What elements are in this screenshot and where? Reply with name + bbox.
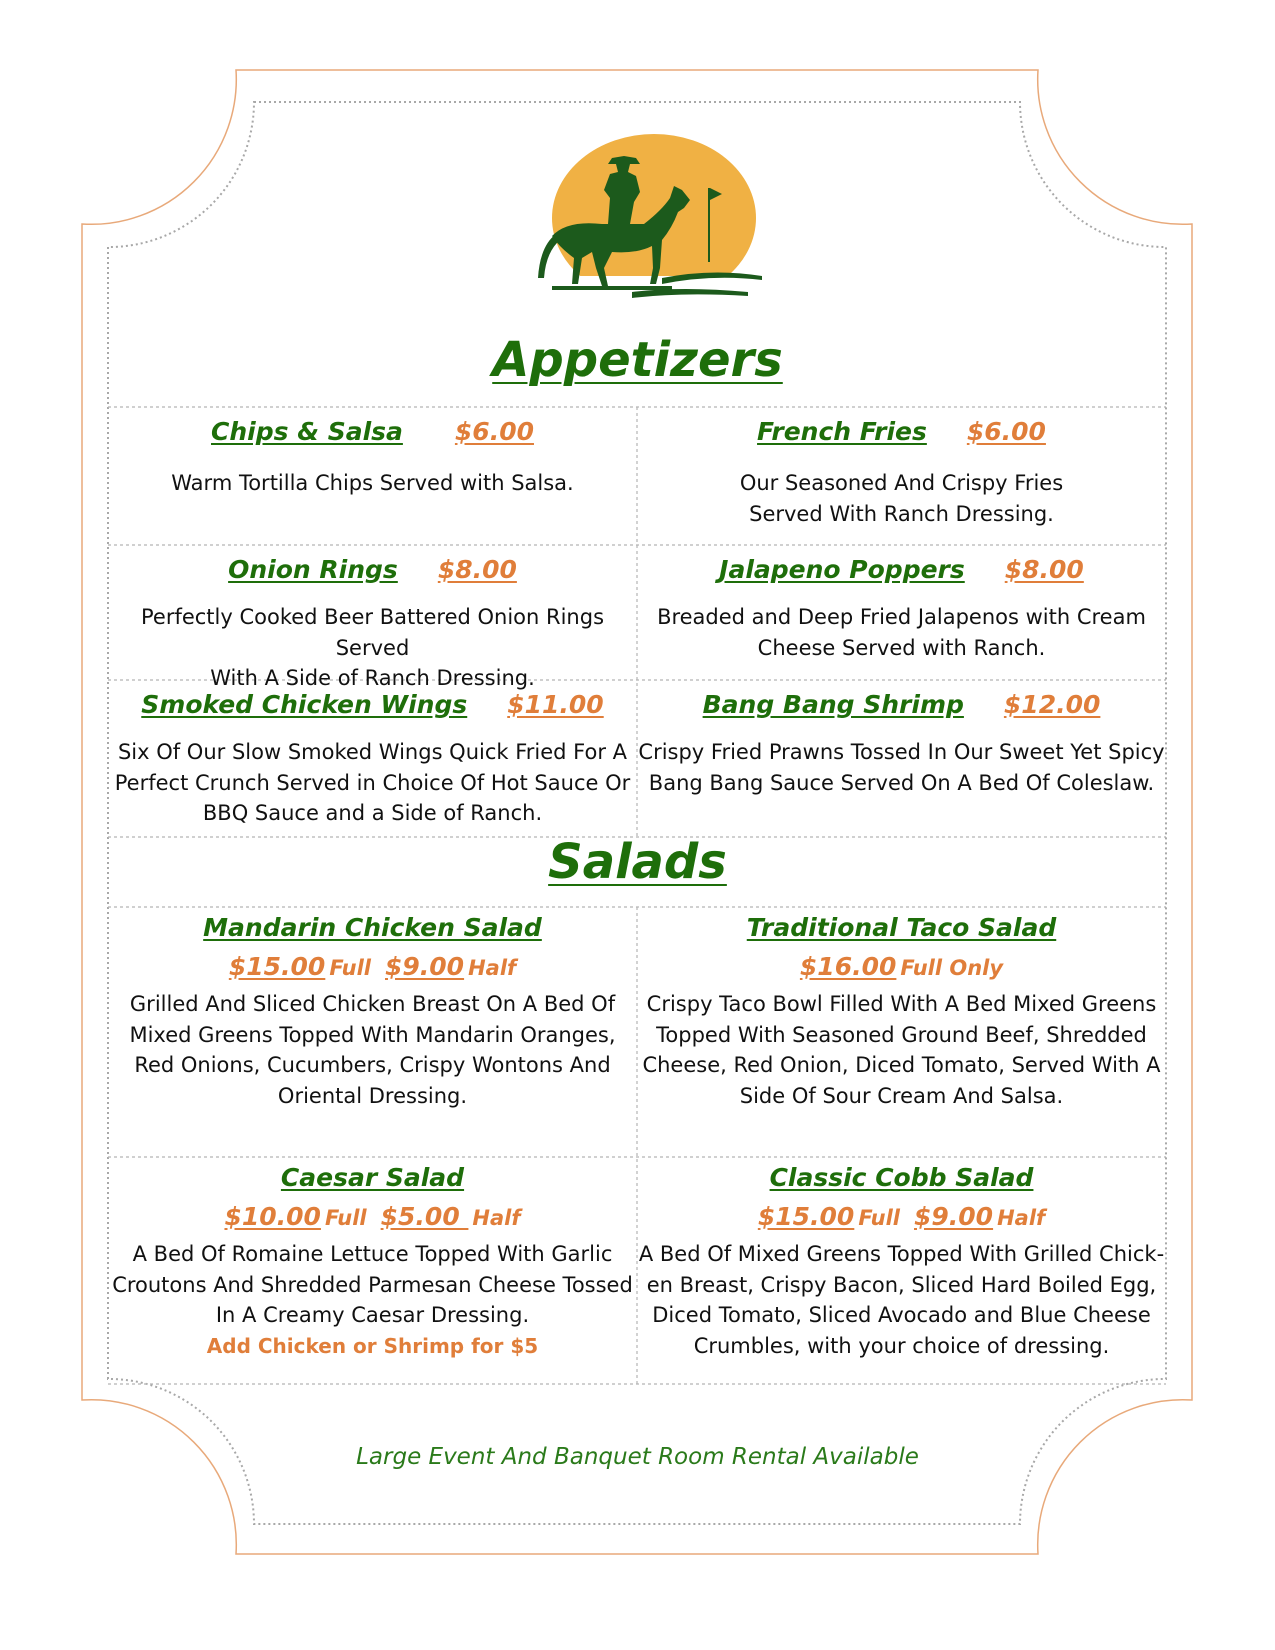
item-description: Crispy Fried Prawns Tossed In Our Sweet Yet Spicy Bang Bang Sauce Served On A Bed Of Coleslaw. [638, 740, 1165, 795]
item-price: $6.00 [454, 417, 534, 446]
appetizers-heading: Appetizers [492, 332, 783, 388]
menu-item [637, 407, 1166, 545]
footer-note: Large Event And Banquet Room Rental Available [356, 1444, 919, 1470]
item-price-line [108, 952, 637, 981]
item-name: Traditional Taco Salad [746, 913, 1057, 942]
price-half: $5.00 [380, 1202, 469, 1231]
menu-item [108, 1157, 637, 1384]
price-full-label: Full [329, 956, 371, 980]
price-full-label: Full [324, 1206, 367, 1230]
menu-item [637, 1157, 1166, 1384]
menu-item [637, 680, 1166, 837]
item-name: French Fries [757, 417, 927, 446]
price-full: $16.00 [799, 952, 897, 981]
item-price-line [637, 952, 1166, 981]
menu-item [108, 907, 637, 1157]
item-description: Crispy Taco Bowl Filled With A Bed Mixed Greens Topped With Seasoned Ground Beef, Shredded Cheese, Red Onion, Diced Tomato, Served With A Side Of Sour Cream And Salsa. [642, 992, 1161, 1108]
menu-item [108, 407, 637, 545]
item-description: A Bed Of Mixed Greens Topped With Grilled Chick- en Breast, Crispy Bacon, Sliced Hard Boiled Egg, Diced Tomato, Sliced Avocado and Blue Cheese Crumbles, with your choice of dressing. [638, 1242, 1165, 1358]
price-full: $10.00 [224, 1202, 321, 1231]
item-name: Jalapeno Poppers [719, 555, 965, 584]
item-name: Bang Bang Shrimp [702, 690, 964, 719]
item-price-line [637, 1202, 1166, 1231]
price-full: $15.00 [757, 1202, 855, 1231]
addon-note: Add Chicken or Shrimp for $5 [206, 1333, 539, 1358]
item-price: $6.00 [966, 417, 1046, 446]
item-name: Caesar Salad [280, 1163, 465, 1192]
menu-item [108, 545, 637, 690]
item-name: Classic Cobb Salad [769, 1163, 1034, 1192]
menu-item [637, 545, 1166, 680]
price-half-label: Half [468, 956, 517, 980]
item-name: Mandarin Chicken Salad [203, 913, 542, 942]
item-description: Our Seasoned And Crispy Fries Served With Ranch Dressing. [739, 471, 1064, 526]
item-price: $12.00 [1003, 690, 1101, 719]
item-name: Smoked Chicken Wings [141, 690, 468, 719]
item-description: Grilled And Sliced Chicken Breast On A Bed Of Mixed Greens Topped With Mandarin Oranges, Red Onions, Cucumbers, Crispy Wontons And Oriental Dressing. [129, 992, 616, 1108]
menu-item [637, 907, 1166, 1157]
item-description: Warm Tortilla Chips Served with Salsa. [171, 471, 574, 495]
item-name: Onion Rings [228, 555, 398, 584]
price-full-label: Full [858, 1206, 900, 1230]
price-full-label: Full Only [900, 956, 1004, 980]
price-half-label: Half [472, 1206, 521, 1230]
price-half-label: Half [997, 1206, 1046, 1230]
item-description: Perfectly Cooked Beer Battered Onion Rings Served With A Side of Ranch Dressing. [140, 605, 605, 690]
menu-item [108, 680, 637, 837]
item-description: A Bed Of Romaine Lettuce Topped With Garlic Croutons And Shredded Parmesan Cheese Tossed In A Creamy Caesar Dressing. Add Chicken or Shrimp for $5 [108, 1239, 637, 1361]
item-price: $11.00 [507, 690, 604, 719]
item-description: Breaded and Deep Fried Jalapenos with Cream Cheese Served with Ranch. [657, 605, 1146, 660]
item-price: $8.00 [437, 555, 517, 584]
item-description: Six Of Our Slow Smoked Wings Quick Fried For A Perfect Crunch Served in Choice Of Hot Sauce Or BBQ Sauce and a Side of Ranch. [114, 740, 631, 825]
price-half: $9.00 [385, 952, 465, 981]
price-half: $9.00 [914, 1202, 994, 1231]
price-full: $15.00 [228, 952, 326, 981]
cowboy-horse-sun-icon [512, 128, 782, 310]
item-name: Chips & Salsa [211, 417, 403, 446]
item-price-line [108, 1202, 637, 1231]
salads-heading: Salads [548, 834, 727, 890]
item-price: $8.00 [1004, 555, 1084, 584]
